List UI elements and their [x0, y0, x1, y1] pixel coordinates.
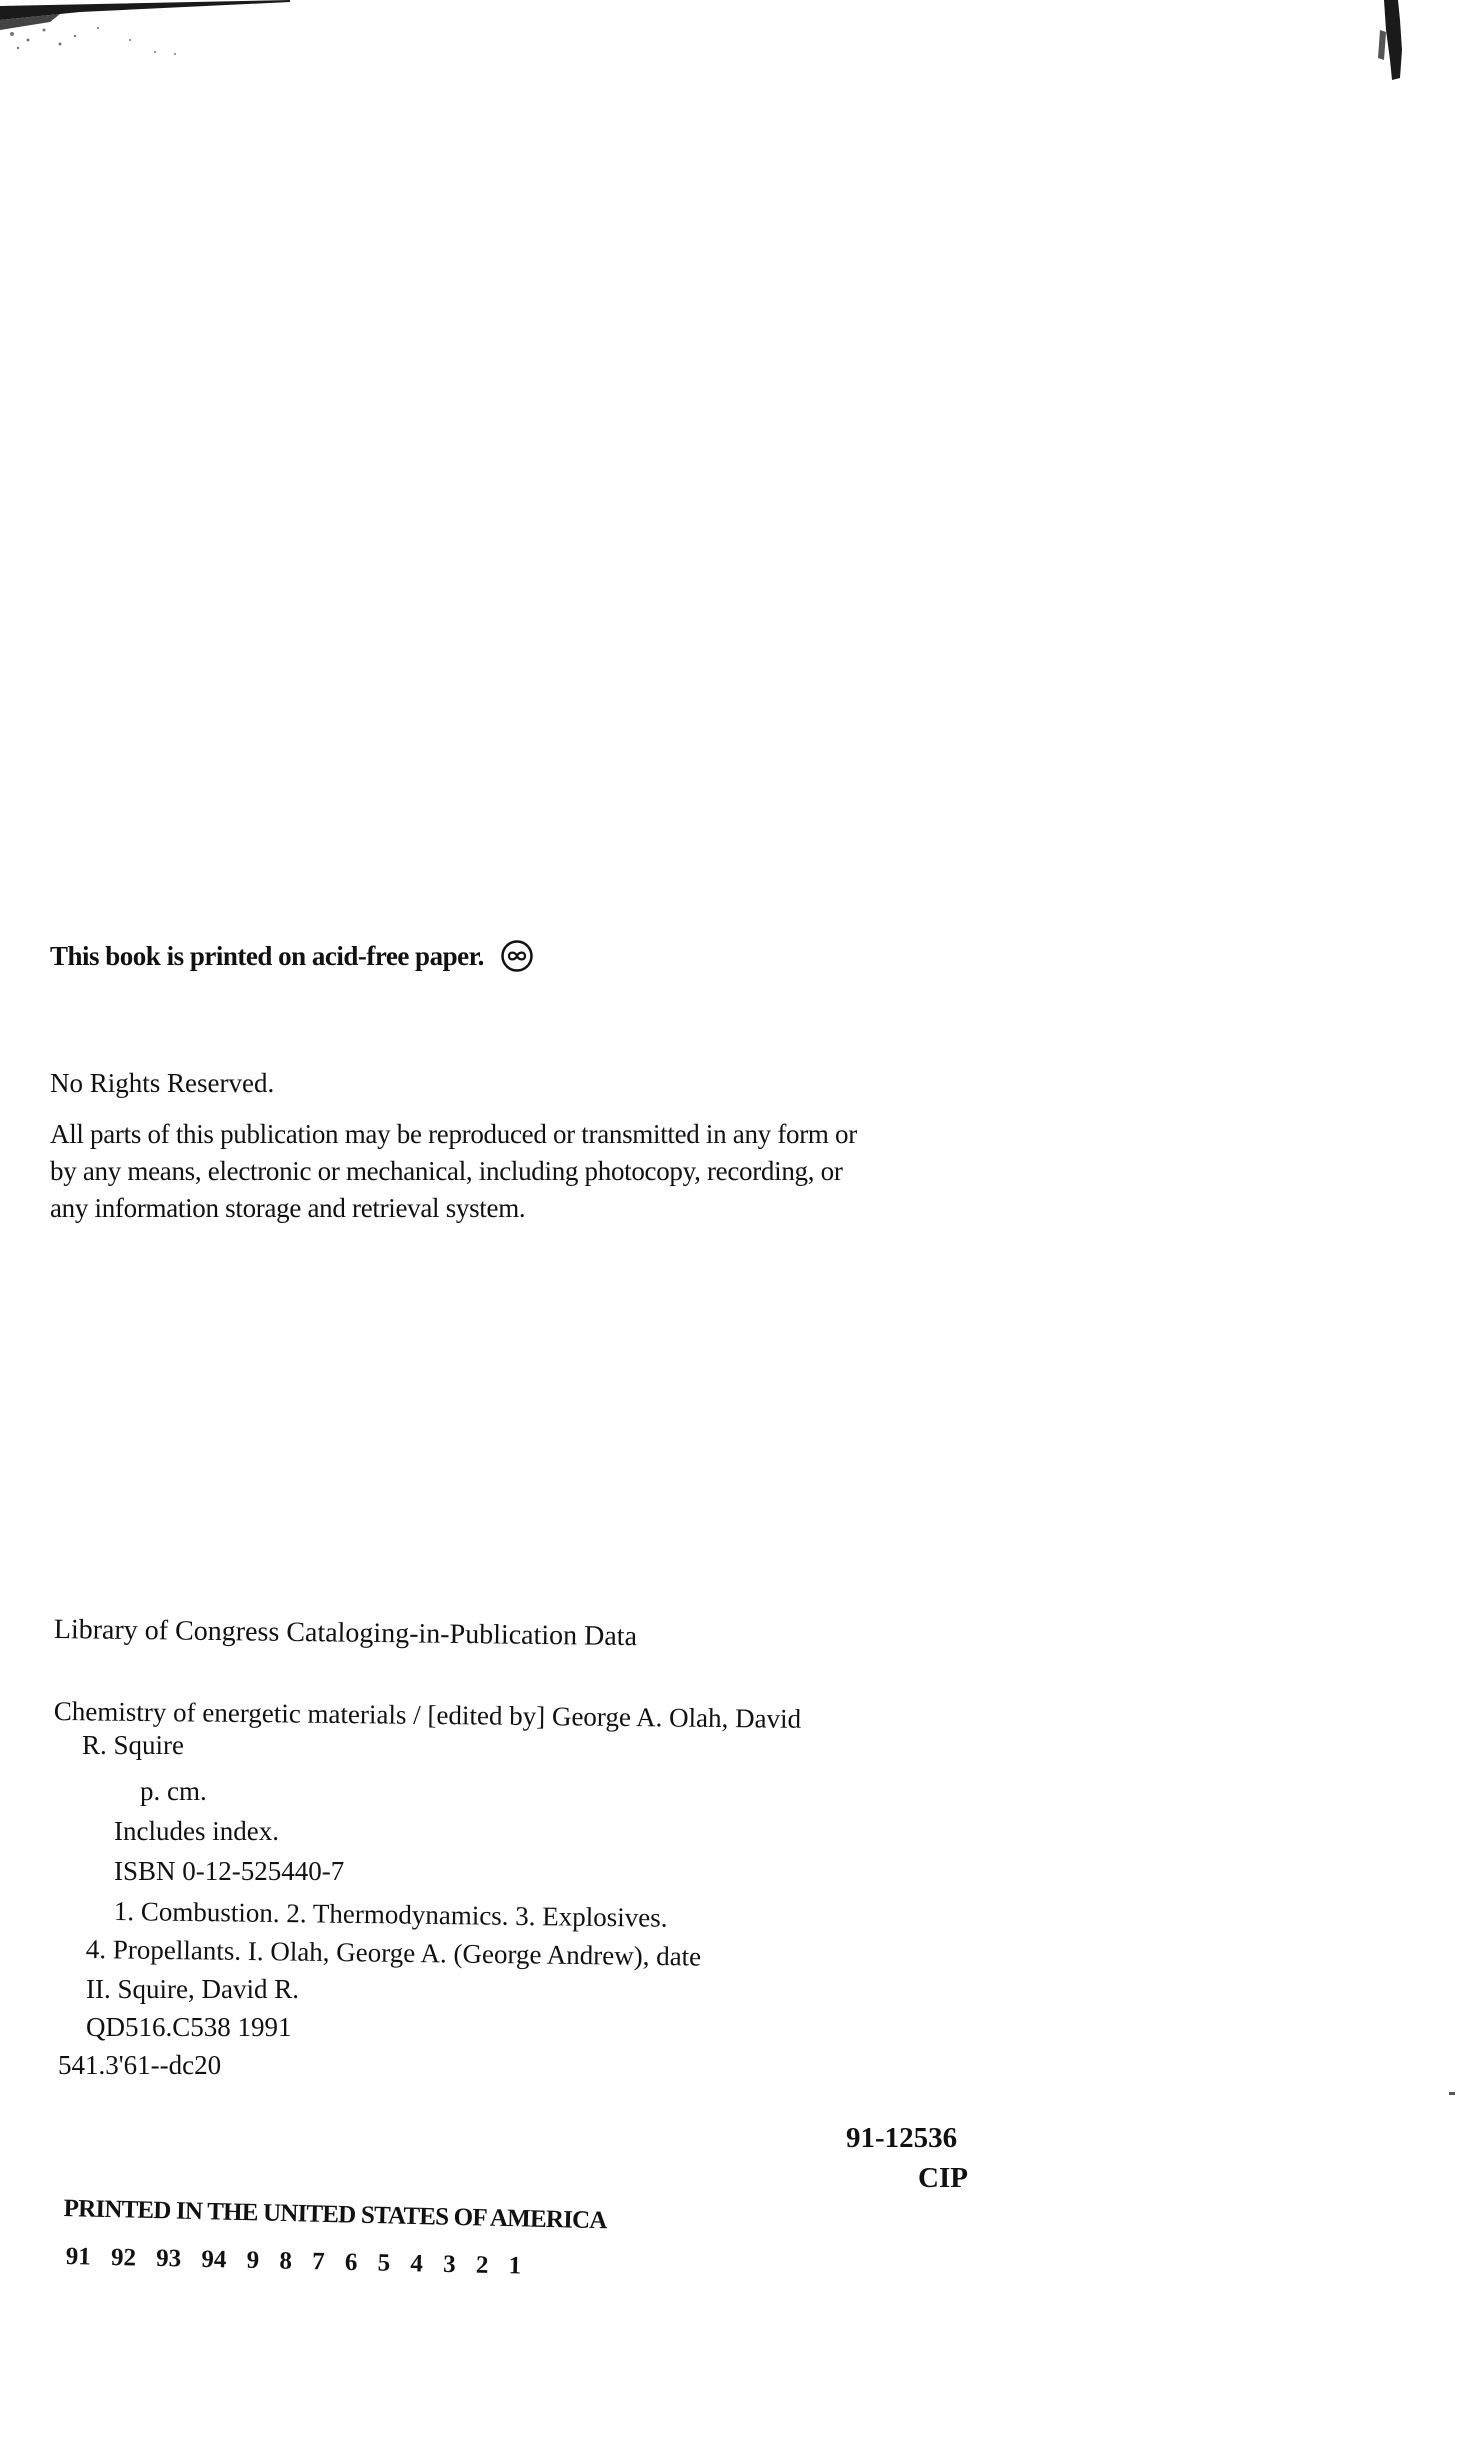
acid-free-notice [50, 943, 534, 973]
catalog-dewey: 541.3'61--dc20 [58, 2050, 222, 2080]
scan-artifact-top-left [0, 0, 290, 58]
scan-artifact-dot [1449, 2092, 1455, 2095]
catalog-title-line: Chemistry of energetic materials / [edited by] George A. Olah, David [53, 1696, 802, 1734]
catalog-isbn: ISBN 0-12-525440-7 [114, 1856, 345, 1886]
rights-line: any information storage and retrieval system. [50, 1193, 526, 1223]
infinity-circle-icon [500, 939, 534, 973]
rights-heading: No Rights Reserved. [50, 1068, 275, 1098]
rights-line: All parts of this publication may be reproduced or transmitted in any form or [50, 1119, 857, 1149]
catalog-call-number: QD516.C538 1991 [86, 2012, 292, 2042]
catalog-title-line: R. Squire [82, 1730, 185, 1760]
scan-artifact-top-right [1370, 0, 1410, 84]
catalog-physical: p. cm. [140, 1776, 207, 1806]
print-line: 91 92 93 94 9 8 7 6 5 4 3 2 1 [65, 2243, 522, 2280]
catalog-heading: Library of Congress Cataloging-in-Publication Data [53, 1614, 638, 1653]
acid-free-text: This book is printed on acid-free paper. [50, 941, 484, 971]
catalog-subjects-line: 4. Propellants. I. Olah, George A. (George Andrew), date [85, 1934, 702, 1972]
rights-statement [50, 1116, 990, 1227]
catalog-subjects-line: 1. Combustion. 2. Thermodynamics. 3. Explosives. [113, 1896, 668, 1933]
catalog-subjects-line: II. Squire, David R. [86, 1974, 299, 2004]
printed-in-notice: PRINTED IN THE UNITED STATES OF AMERICA [63, 2195, 607, 2235]
catalog-cip: CIP [918, 2162, 968, 2194]
catalog-includes: Includes index. [114, 1816, 279, 1846]
rights-line: by any means, electronic or mechanical, including photocopy, recording, or [50, 1156, 843, 1186]
catalog-lccn: 91-12536 [846, 2122, 958, 2154]
